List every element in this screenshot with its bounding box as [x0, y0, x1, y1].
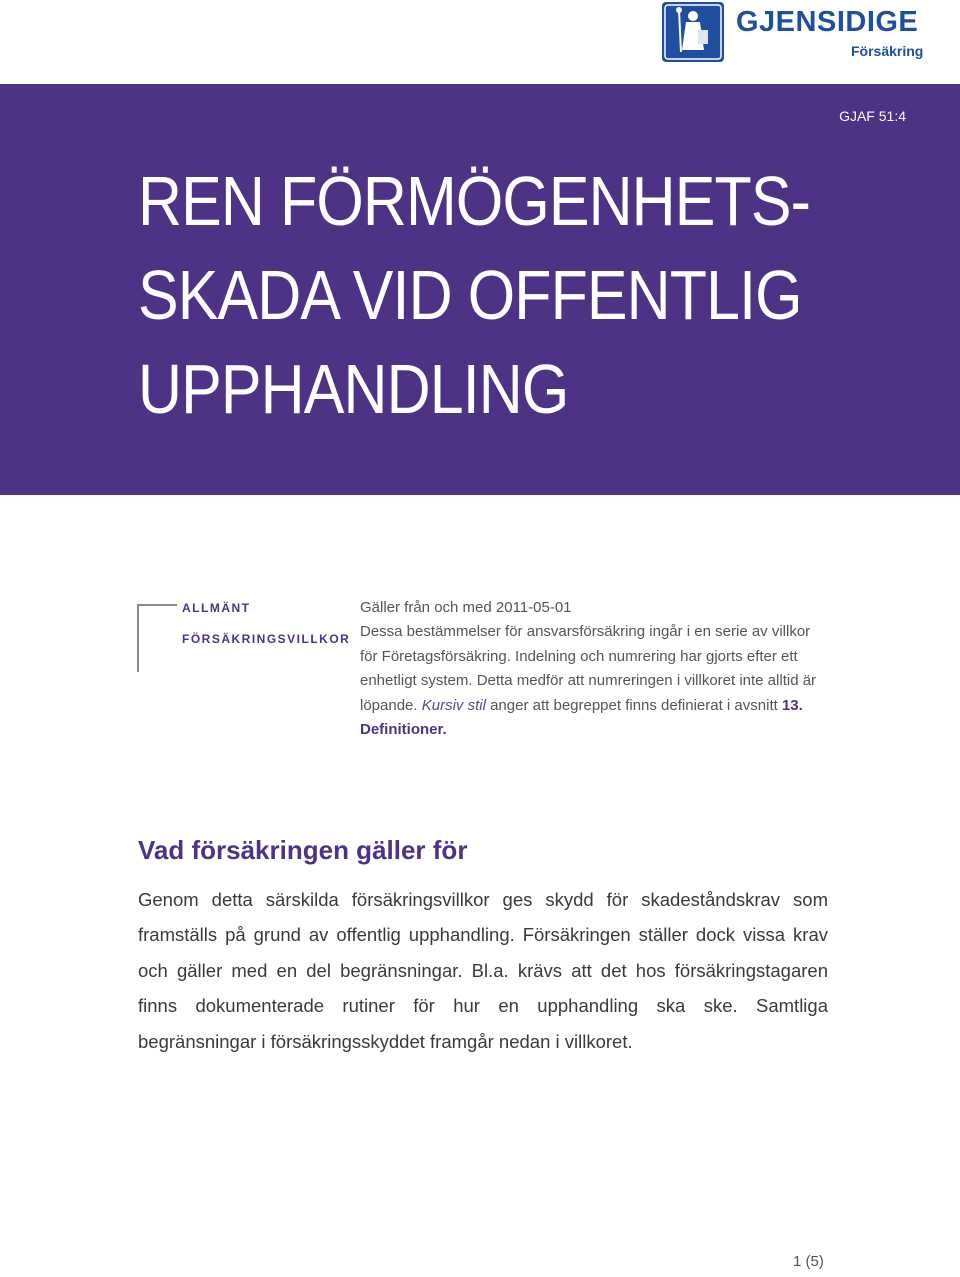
title-line: REN FÖRMÖGENHETS-: [138, 162, 811, 240]
intro-text: [360, 596, 830, 742]
section-heading: Vad försäkringen gäller för: [138, 835, 468, 865]
corner-bracket-decoration: [137, 604, 177, 672]
gjensidige-figure-logo-icon: [662, 2, 724, 62]
intro-paragraph: [360, 620, 830, 742]
section-body: Genom detta särskilda försäkringsvillkor ges skydd för skadeståndskrav som framställs på grund av offentlig upphandling. Försäkringen ställer dock vissa krav och gäller med en del begränsningar. Bl.a. krävs att det hos försäkringstagaren finns dokumenterade rutiner för hur en upphandling ska ske. Samtliga begränsningar i försäkringsskyddet framgår nedan i villkoret.: [138, 889, 828, 1052]
logo-wordmark: GJENSIDIGE: [736, 6, 919, 38]
company-logo: [662, 2, 924, 64]
document-code: GJAF 51:4: [839, 108, 906, 124]
valid-from-date: Gäller från och med 2011-05-01: [360, 599, 572, 616]
page-number: 1 (5): [793, 1253, 824, 1270]
italic-term: Kursiv stil: [421, 696, 486, 714]
title-line: UPPHANDLING: [138, 350, 569, 428]
label-general: ALLMÄNT: [182, 601, 251, 615]
intro-sentence: anger att begreppet finns definierat i avsnitt: [490, 696, 778, 714]
title-line: SKADA VID OFFENTLIG: [138, 256, 802, 334]
document-title: [138, 154, 810, 436]
label-terms: FÖRSÄKRINGSVILLKOR: [182, 632, 351, 646]
intro-sentence: Dessa bestämmelser för ansvarsförsäkring ingår i en serie av villkor för Företagsförsäkring. Indelning och numrering har gjorts efter ett enhetligt system. Detta medför att numreringen i villkoret inte alltid är löpande.: [360, 623, 817, 714]
logo-subtitle: Försäkring: [851, 43, 924, 59]
title-banner: [0, 84, 960, 495]
definitions-reference: 13. Definitioner.: [360, 696, 803, 739]
